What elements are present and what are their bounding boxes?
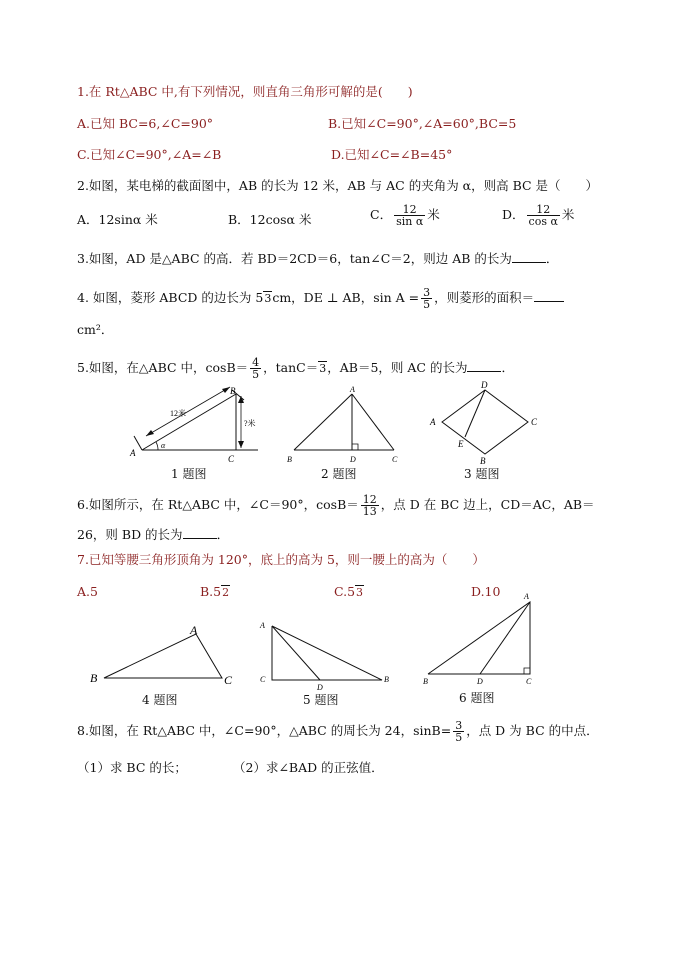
q2-c-denominator: sin α (396, 215, 424, 228)
fig3-label-a: A (430, 417, 436, 427)
q2-option-d-fraction (527, 204, 560, 227)
q5-fraction (250, 357, 261, 380)
q8-fraction (453, 720, 464, 743)
figure-5 (256, 616, 401, 692)
fig3-label-b: B (480, 456, 486, 466)
q7-option-c-text: C.5 (334, 584, 356, 599)
q1-stem: 1.在 Rt△ABC 中,有下列情况，则直角三角形可解的是( ) (77, 84, 413, 99)
fig2-label-c: C (392, 455, 398, 464)
q6-numerator: 12 (362, 493, 377, 506)
q3-end: ． (545, 251, 559, 266)
q2-c-numerator: 12 (394, 204, 425, 216)
q6-fraction (361, 494, 379, 517)
q4-post: ，则菱形的面积＝ (434, 290, 535, 305)
q7-option-c-sqrt: 3 (356, 586, 364, 599)
fig2-label-b: B (287, 455, 292, 464)
q7-option-c (334, 584, 364, 601)
figure-6 (418, 590, 543, 690)
fig2-label-a: A (350, 385, 355, 394)
q4-line2: cm²． (77, 322, 114, 337)
fig4-label-a: A (190, 623, 198, 637)
q7-option-a: A.5 (77, 584, 98, 599)
q4-answer-blank[interactable] (534, 289, 564, 302)
q4-mid: cm，DE ⊥ AB，sin A = (272, 290, 420, 305)
q3-answer-blank[interactable] (512, 250, 546, 263)
fig5-caption: 5 题图 (303, 693, 339, 707)
fig1-label-alpha: α (161, 441, 166, 450)
q8-sub1: （1）求 BC 的长； (77, 760, 187, 775)
q6-text (77, 494, 595, 517)
q2-option-d (502, 204, 574, 227)
q5-text (77, 357, 514, 380)
q5-pre: 5.如图，在△ABC 中，cosB＝ (77, 360, 249, 375)
figure-3 (424, 382, 544, 466)
fig1-height-label: ?米 (244, 419, 256, 428)
fig6-label-c: C (526, 677, 532, 686)
q1-option-a: A.已知 BC=6,∠C=90° (77, 116, 214, 131)
fig4-caption: 4 题图 (142, 693, 178, 707)
q8-post: ，点 D 为 BC 的中点． (466, 723, 599, 738)
figure-4 (86, 620, 246, 690)
q4-fraction (421, 287, 432, 310)
q8-text (77, 720, 599, 743)
fig6-label-d: D (477, 677, 483, 686)
q7-option-b-sqrt: 2 (222, 586, 230, 599)
q7-option-b (200, 584, 230, 601)
fig5-label-b: B (384, 675, 389, 684)
q5-denominator: 5 (252, 368, 260, 381)
q7-option-d: D.10 (471, 584, 501, 599)
q2-option-c (370, 204, 440, 227)
fig3-caption: 3 题图 (464, 467, 500, 481)
fig5-label-d: D (317, 683, 323, 692)
q1-option-c: C.已知∠C=90°,∠A=∠B (77, 147, 222, 162)
q5-mid: ，tanC＝ (263, 360, 319, 375)
fig1-label-a: A (130, 448, 136, 458)
q1-option-b: B.已知∠C=90°,∠A=60°,BC=5 (328, 116, 517, 131)
q4-sqrt: 3 (264, 292, 272, 305)
q6-denominator: 13 (362, 505, 377, 518)
fig2-label-d: D (350, 455, 356, 464)
q4-numerator: 3 (423, 286, 431, 299)
q2-d-denominator: cos α (528, 215, 558, 228)
q5-end: ． (501, 360, 514, 375)
q2-d-numerator: 12 (527, 204, 560, 216)
q4-pre: 4. 如图，菱形 ABCD 的边长为 5 (77, 290, 264, 305)
q2-option-b: B．12cosα 米 (228, 212, 312, 227)
q6-answer-blank[interactable] (183, 526, 217, 539)
fig6-caption: 6 题图 (459, 691, 495, 705)
fig4-label-b: B (90, 671, 98, 685)
q5-sqrt: 3 (319, 362, 327, 375)
q8-sub2: （2）求∠BAD 的正弦值． (233, 760, 384, 775)
fig6-label-a: A (524, 592, 529, 601)
q5-answer-blank[interactable] (467, 359, 501, 372)
q8-numerator: 3 (455, 719, 463, 732)
q5-post: ，AB＝5，则 AC 的长为 (327, 360, 468, 375)
fig1-caption: 1 题图 (171, 467, 207, 481)
fig1-label-b: B (230, 386, 236, 396)
fig5-label-a: A (260, 621, 265, 630)
fig3-label-e: E (458, 439, 464, 449)
q6-line2-text: 26，则 BD 的长为 (77, 527, 183, 542)
fig2-caption: 2 题图 (321, 467, 357, 481)
q3-stem: 3.如图，AD 是△ABC 的高．若 BD＝2CD＝6，tan∠C＝2，则边 AB 的长为 (77, 251, 512, 266)
q2-option-d-label: D． (502, 207, 525, 222)
q8-denominator: 5 (455, 731, 463, 744)
fig3-label-d: D (481, 380, 488, 390)
q7-option-b-text: B.5 (200, 584, 222, 599)
q7-stem: 7.已知等腰三角形顶角为 120°，底上的高为 5，则一腰上的高为（ ） (77, 552, 485, 567)
fig6-label-b: B (423, 677, 428, 686)
q1-option-d: D.已知∠C=∠B=45° (331, 147, 453, 162)
q6-post: ，点 D 在 BC 边上，CD＝AC，AB＝ (380, 497, 595, 512)
q6-line2 (77, 526, 229, 543)
fig4-label-c: C (224, 673, 233, 687)
q2-d-unit: 米 (561, 207, 575, 222)
q8-pre: 8.如图，在 Rt△ABC 中，∠C=90°，△ABC 的周长为 24，sinB= (77, 723, 452, 738)
figure-1 (128, 386, 263, 466)
fig1-label-c: C (228, 454, 235, 464)
q2-option-c-label: C． (370, 207, 393, 222)
q4-text (77, 287, 564, 310)
fig1-length-label: 12米 (170, 409, 186, 418)
q3-text (77, 250, 558, 267)
q5-numerator: 4 (252, 356, 260, 369)
q2-option-c-fraction (394, 204, 425, 227)
q6-pre: 6.如图所示，在 Rt△ABC 中，∠C＝90°，cosB＝ (77, 497, 359, 512)
q4-denominator: 5 (423, 298, 431, 311)
figure-2 (284, 386, 404, 466)
q2-c-unit: 米 (427, 207, 440, 222)
q6-end: ． (216, 527, 230, 542)
q2-option-a: A．12sinα 米 (77, 212, 158, 227)
fig5-label-c: C (260, 675, 266, 684)
fig3-label-c: C (531, 417, 538, 427)
q2-stem: 2.如图，某电梯的截面图中，AB 的长为 12 米，AB 与 AC 的夹角为 α，则高 BC 是（ ） (77, 178, 599, 193)
